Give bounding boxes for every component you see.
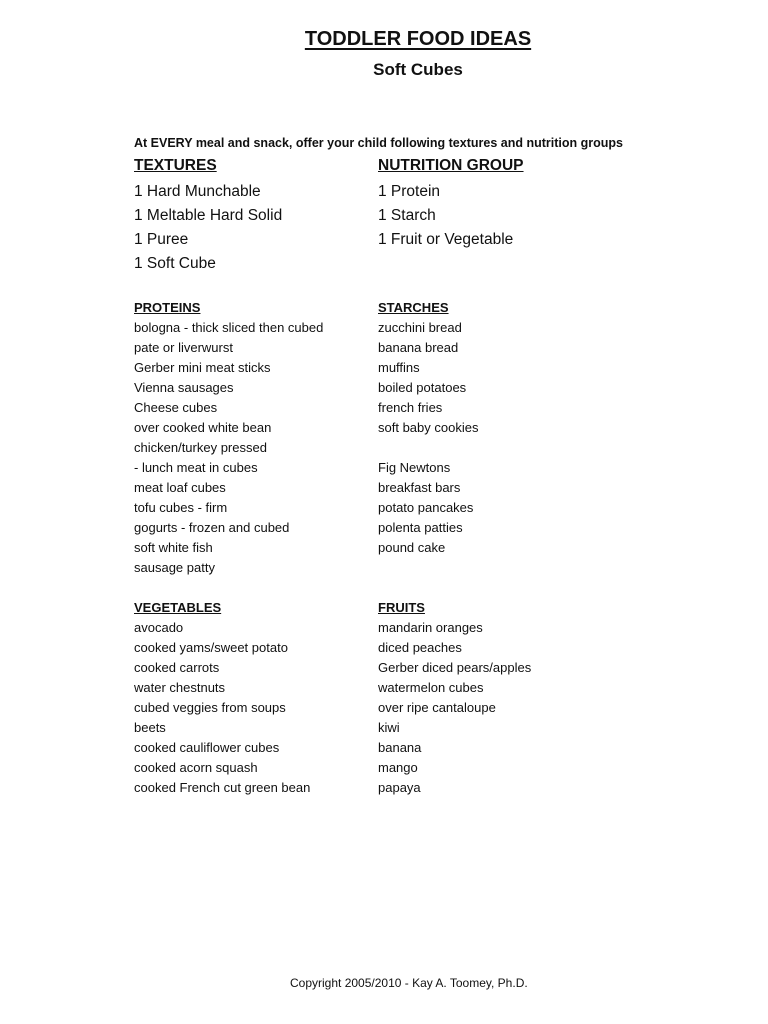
protein-item: tofu cubes - firm bbox=[134, 500, 228, 515]
starches-section bbox=[378, 298, 478, 558]
fruit-item: kiwi bbox=[378, 720, 400, 735]
starches-heading: STARCHES bbox=[378, 300, 449, 315]
vegetable-item: cooked French cut green bean bbox=[134, 780, 311, 795]
fruit-item: mango bbox=[378, 760, 418, 775]
vegetable-item: beets bbox=[134, 720, 166, 735]
texture-item: 1 Meltable Hard Solid bbox=[134, 207, 283, 224]
vegetable-item: avocado bbox=[134, 620, 184, 635]
fruits-section bbox=[378, 598, 531, 798]
starch-item: soft baby cookies bbox=[378, 420, 479, 435]
copyright-notice: Copyright 2005/2010 - Kay A. Toomey, Ph.D. bbox=[290, 976, 528, 990]
starch-item: banana bread bbox=[378, 340, 459, 355]
texture-item: 1 Hard Munchable bbox=[134, 183, 261, 200]
vegetables-section bbox=[134, 598, 310, 798]
protein-item: chicken/turkey pressed bbox=[134, 440, 267, 455]
fruit-item: diced peaches bbox=[378, 640, 462, 655]
protein-item: gogurts - frozen and cubed bbox=[134, 520, 290, 535]
texture-item: 1 Puree bbox=[134, 231, 189, 248]
protein-item: bologna - thick sliced then cubed bbox=[134, 320, 324, 335]
protein-item: Cheese cubes bbox=[134, 400, 218, 415]
nutrition-heading: NUTRITION GROUP bbox=[378, 157, 524, 174]
starch-item: boiled potatoes bbox=[378, 380, 467, 395]
intro-text: At EVERY meal and snack, offer your child following textures and nutrition groups bbox=[134, 136, 623, 150]
texture-item: 1 Soft Cube bbox=[134, 255, 216, 272]
starch-item: potato pancakes bbox=[378, 500, 474, 515]
starch-item: zucchini bread bbox=[378, 320, 462, 335]
vegetable-item: cooked carrots bbox=[134, 660, 220, 675]
protein-item: meat loaf cubes bbox=[134, 480, 226, 495]
textures-heading: TEXTURES bbox=[134, 157, 217, 174]
nutrition-item: 1 Protein bbox=[378, 183, 441, 200]
nutrition-section bbox=[378, 156, 524, 252]
textures-section bbox=[134, 156, 282, 276]
vegetable-item: cooked yams/sweet potato bbox=[134, 640, 288, 655]
document-title: TODDLER FOOD IDEAS bbox=[304, 28, 532, 50]
protein-item: Gerber mini meat sticks bbox=[134, 360, 271, 375]
vegetables-heading: VEGETABLES bbox=[134, 600, 222, 615]
starch-item: muffins bbox=[378, 360, 420, 375]
starch-item: pound cake bbox=[378, 540, 446, 555]
protein-item: sausage patty bbox=[134, 560, 215, 575]
fruit-item: Gerber diced pears/apples bbox=[378, 660, 532, 675]
protein-item: soft white fish bbox=[134, 540, 213, 555]
document-subtitle: Soft Cubes bbox=[373, 60, 463, 79]
starch-spacer bbox=[378, 438, 478, 458]
vegetable-item: water chestnuts bbox=[134, 680, 226, 695]
starch-item: french fries bbox=[378, 400, 443, 415]
fruit-item: papaya bbox=[378, 780, 421, 795]
nutrition-item: 1 Fruit or Vegetable bbox=[378, 231, 514, 248]
protein-item: Vienna sausages bbox=[134, 380, 234, 395]
protein-item: over cooked white bean bbox=[134, 420, 272, 435]
nutrition-item: 1 Starch bbox=[378, 207, 436, 224]
protein-item: pate or liverwurst bbox=[134, 340, 233, 355]
starch-item: polenta patties bbox=[378, 520, 463, 535]
starch-item: breakfast bars bbox=[378, 480, 461, 495]
fruit-item: banana bbox=[378, 740, 422, 755]
vegetable-item: cooked acorn squash bbox=[134, 760, 258, 775]
proteins-heading: PROTEINS bbox=[134, 300, 201, 315]
fruit-item: mandarin oranges bbox=[378, 620, 483, 635]
starch-item: Fig Newtons bbox=[378, 460, 451, 475]
vegetable-item: cubed veggies from soups bbox=[134, 700, 286, 715]
proteins-section bbox=[134, 298, 323, 578]
vegetable-item: cooked cauliflower cubes bbox=[134, 740, 280, 755]
fruit-item: watermelon cubes bbox=[378, 680, 484, 695]
fruits-heading: FRUITS bbox=[378, 600, 425, 615]
fruit-item: over ripe cantaloupe bbox=[378, 700, 496, 715]
protein-item: - lunch meat in cubes bbox=[134, 460, 258, 475]
